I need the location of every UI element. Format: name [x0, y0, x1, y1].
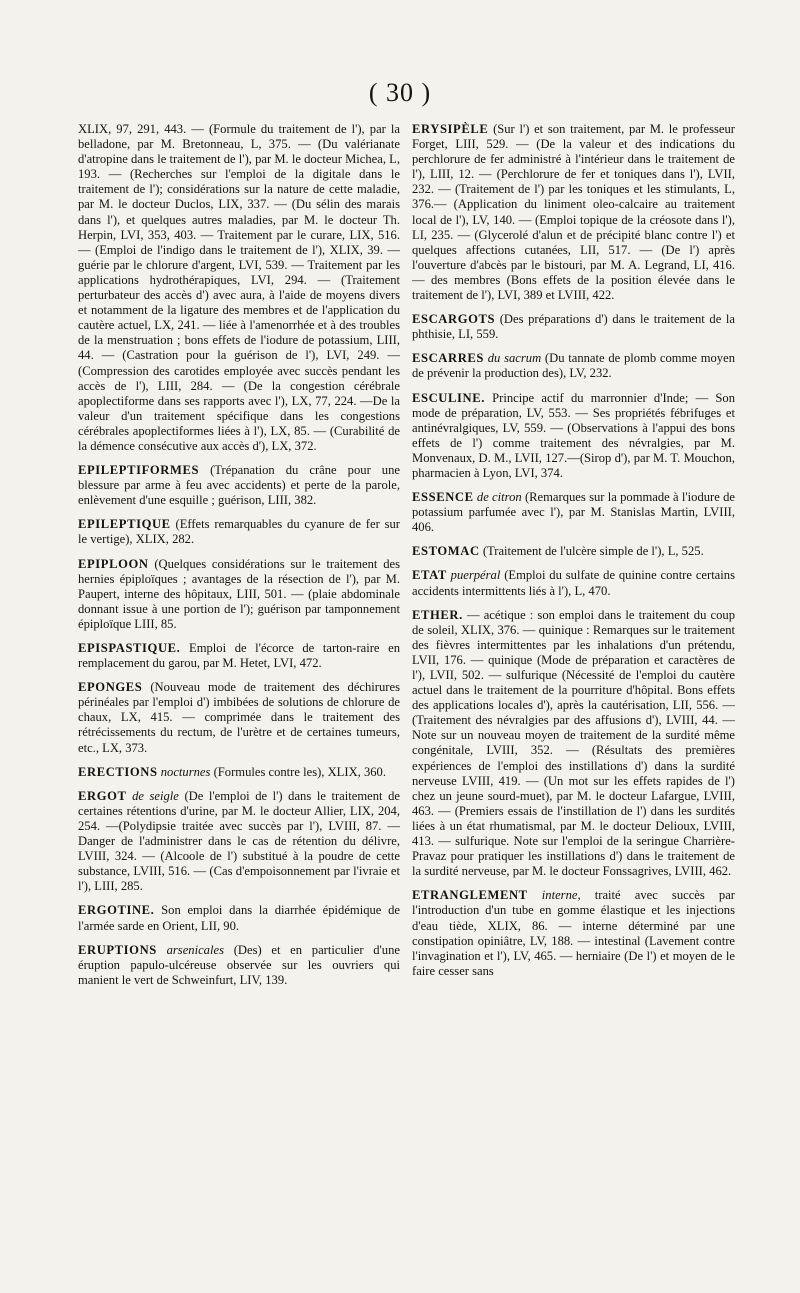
entry-qualifier: arsenicales — [166, 942, 224, 957]
entry-text: traité avec succès par l'introduction d'un tube en gomme élastique et les injections d'eau tiède, XLIX, 86. — interne déterminé par une constipation opiniâtre, LV, 188. — intestinal (Lavement contre l'invagination et l'), LV, 465. — herniaire (De l') et moyen de le faire cesser sans — [412, 888, 735, 978]
entry-text: (Remarques sur la pommade à l'iodure de potassium parfumée avec l'), par M. Stanislas Martin, LVIII, 406. — [412, 490, 735, 535]
entry-headword: EPIPLOON — [78, 556, 149, 571]
entry-qualifier: interne, — [541, 888, 581, 903]
index-entry — [412, 544, 735, 559]
index-entry — [412, 608, 735, 880]
entry-text: (Des préparations d') dans le traitement de la phthisie, LI, 559. — [412, 312, 735, 342]
index-entry-continuation — [78, 122, 400, 454]
entry-headword: ERYSIPÈLE — [412, 122, 489, 136]
entry-qualifier: du sacrum — [487, 351, 542, 366]
index-entry — [412, 490, 735, 535]
page-number: ( 30 ) — [368, 78, 432, 107]
entry-text: (Formules contre les), XLIX, 360. — [213, 764, 387, 779]
entry-qualifier: de seigle — [132, 788, 179, 803]
entry-text: (Nouveau mode de traitement des déchirures périnéales par l'emploi d') imbibées de solutions de chlorure de chaux, LX, 415. — comprimée dans le traitement des rétrécissements du rectum, de l'urètre et de certaines tumeurs, etc., LX, 373. — [78, 680, 400, 755]
entry-headword: EPISPASTIQUE. — [78, 641, 181, 655]
entry-text: (Trépanation du crâne pour une blessure par arme à feu avec accidents) et perte de la parole, enlèvement d'une esquille ; guérison, LIII, 382. — [78, 463, 400, 508]
entry-headword: ESSENCE — [412, 490, 474, 505]
entry-headword: ETRANGLEMENT — [412, 888, 528, 903]
entry-headword: ERGOT — [78, 788, 127, 803]
entry-qualifier: nocturnes — [160, 764, 211, 779]
index-entry — [412, 312, 735, 342]
entry-headword: ERECTIONS — [78, 764, 158, 779]
index-entry — [78, 765, 400, 780]
entry-headword: EPILEPTIFORMES — [78, 463, 200, 478]
index-entry — [78, 641, 400, 671]
entry-headword: ESCARGOTS — [412, 312, 496, 327]
index-entry — [78, 557, 400, 632]
entry-text: (Traitement de l'ulcère simple de l'), L, 525. — [482, 544, 704, 559]
index-entry — [78, 903, 400, 933]
entry-headword: ESTOMAC — [412, 544, 480, 559]
entry-text: (Emploi du sulfate de quinine contre certains accidents intermittents liés à l'), L, 470. — [412, 568, 735, 598]
entry-headword: ESCULINE. — [412, 390, 485, 405]
index-entry — [78, 680, 400, 755]
entry-headword: ETHER. — [412, 607, 463, 622]
entry-text: (De l'emploi de l') dans le traitement de certaines rétentions d'urine, par M. le docteur Allier, LIX, 204, 254. —(Polydipsie traitée avec succès par l'), LVIII, 87. — Danger de l'administrer dans le cas de rétention du délivre, LVIII, 324. — (Alcoole de l') substitué à la poudre de cette substance, LVIII, 516. — (Cas d'empoisonnement par l'ivraie et l'), LIII, 285. — [78, 788, 400, 894]
index-entry — [78, 517, 400, 547]
entry-text: XLIX, 97, 291, 443. — (Formule du traitement de l'), par la belladone, par M. Bretonneau, L, 375. — (Du valérianate d'atropine dans le traitement de l'), par M. le docteur Michea, L, 193. — (Recherches sur l'emploi de la digitale dans le traitement de l'); considérations sur la nature de cette maladie, par M. le docteur Duclos, LIX, 337. — (Du sélin des marais dans l'), et quelques autres maladies, par M. le docteur Th. Herpin, LVI, 353, 403. — Traitement par le curare, LIX, 516. — (Emploi de l'indigo dans le traitement de l'), XLIX, 39. — guérie par le chlorure d'argent, LVI, 539. — Traitement par les applications hydrothérapiques, LVI, 294. — (Traitement perturbateur des accès d') avec aura, à l'aide de moyens divers et notamment de la ligature des membres et de l'application du cautère actuel, LX, 241. — liée à l'amenorrhée et à des troubles de la menstruation ; bons effets de l'iodure de potassium, LIII, 44. — (Castration pour la guérison de l'), LVI, 249. — (Compression des carotides employée avec succès pendant les accès de l'), LIII, 284. — (De la congestion cérébrale apoplectiforme dans ses rapports avec l'), LX, 77, 224. —De la valeur d'un traitement spécifique dans les congestions cérébrales apoplectiformes liées à l'), LX, 85. — (Curabilité de la démence consécutive aux accès d'), LX, 372. — [78, 122, 400, 453]
entry-headword: EPONGES — [78, 680, 143, 695]
entry-headword: ERUPTIONS — [78, 942, 157, 957]
left-column — [78, 122, 400, 997]
entry-text: Emploi de l'écorce de tarton-raire en remplacement du garou, par M. Hetet, LVI, 472. — [78, 641, 400, 671]
index-entry — [412, 568, 735, 598]
entry-text: Son emploi dans la diarrhée épidémique de l'armée sarde en Orient, LII, 90. — [78, 903, 400, 933]
entry-text: (Des) et en particulier d'une éruption papulo-ulcéreuse observée sur les ouvriers qui manient le vert de Schweinfurt, LIV, 139. — [78, 942, 400, 987]
index-entry — [78, 463, 400, 508]
entry-qualifier: puerpéral — [450, 568, 501, 583]
index-entry — [412, 351, 735, 381]
entry-headword: EPILEPTIQUE — [78, 517, 171, 532]
index-entry — [412, 391, 735, 482]
right-column — [412, 122, 735, 988]
entry-text: — acétique : son emploi dans le traitement du coup de soleil, XLIX, 376. — quinique : Remarques sur le traitement des fièvres intermittentes par les inhalations d'un prétendu, LVII, 176. — quinique (Mode de préparation et caractères de l'), LVII, 502. — sulfurique (Nécessité de l'emploi du cautère actuel dans le traitement de la pourriture d'hôpital. Bons effets des applications locales d'), après la cautérisation, LII, 556. — (Traitement des névralgies par des affusions d'), LVIII, 44. — Note sur un nouveau moyen de traitement de la surdité même congénitale, LVIII, 352. — (Résultats des premières expériences de l'emploi des instillations d') dans la surdité nerveuse LVIII, 419. — (Un mot sur les effets rapides de l') chez un jeune sourd-muet), par M. le docteur Lafargue, LVIII, 463. — (Premiers essais de l'instillation de l') dans les surdités liées à un état rhumatismal, par M. le docteur Delioux, LVIII, 413. — sulfurique. Note sur l'emploi de la seringue Charrière-Pravaz pour pratiquer les instillations d') dans le traitement de la surdité nerveuse, par M. le docteur Fonssagrives, LVIII, 462. — [412, 607, 735, 879]
entry-text: (Sur l') et son traitement, par M. le professeur Forget, LIII, 529. — (De la valeur et des indications du perchlorure de fer administré à l'intérieur dans le traitement de l'), LIII, 12. — (Perchlorure de fer et toniques dans l'), LVII, 232. — (Traitement de l') par les toniques et les stimulants, L, 376.— (Application du liniment oleo-calcaire au traitement local de l'), LV, 140. — (Emploi topique de la créosote dans l'), LI, 235. — (Glycerolé d'alun et de précipité blanc contre l') et quelques affections cutanées, LII, 517. — (De l') après l'ouverture d'abcès par le bistouri, par M. A. Legrand, LI, 416. — des membres (Bons effets de la position élevée dans le traitement de l'), LVI, 389 et LVIII, 422. — [412, 122, 735, 303]
entry-headword: ERGOTINE. — [78, 903, 155, 918]
entry-qualifier: de citron — [476, 490, 522, 505]
entry-headword: ETAT — [412, 568, 447, 583]
entry-headword: ESCARRES — [412, 351, 484, 366]
index-entry — [78, 789, 400, 895]
entry-text: (Effets remarquables du cyanure de fer sur le vertige), XLIX, 282. — [78, 517, 400, 547]
index-entry — [412, 122, 735, 303]
entry-text: Principe actif du marronnier d'Inde; — Son mode de préparation, LV, 553. — Ses propriétés fébrifuges et antinévralgiques, LV, 559. — (Observations à l'appui des bons effets de l') comme traitement des névralgies, par M. Monvenaux, D. M., LVII, 127.—(Sirop d'), par M. T. Mouchon, pharmacien à Lyon, LVI, 374. — [412, 390, 735, 480]
entry-text: (Du tannate de plomb comme moyen de prévenir la production des), LV, 232. — [412, 351, 735, 381]
entry-text: (Quelques considérations sur le traitement des hernies épiploïques ; avantages de la résection de l'), par M. Paupert, interne des hôpitaux, LIII, 501. — (plaie abdominale donnant issue à une portion de l'); guérison par tamponnement épiploïque LIII, 85. — [78, 556, 400, 631]
index-entry — [412, 888, 735, 979]
index-entry — [78, 943, 400, 988]
